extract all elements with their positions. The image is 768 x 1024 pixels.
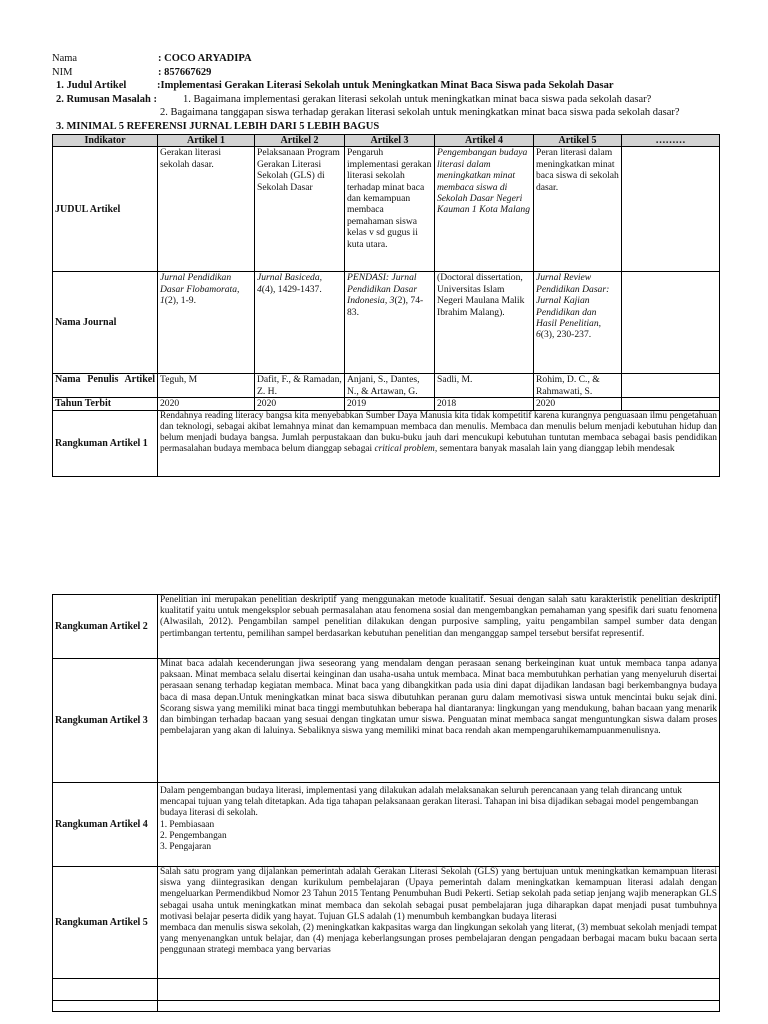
table-row-tahun: [53, 398, 720, 410]
nama-value: : COCO ARYADIPA: [158, 53, 252, 64]
table-header-row: [53, 135, 720, 147]
table-row-empty-2: [53, 1001, 720, 1012]
tahun-artikel-1: 2020: [158, 398, 255, 410]
tahun-artikel-5: 2020: [534, 398, 622, 410]
table-row-rangkuman-4: [53, 783, 720, 867]
table-row-rangkuman-1: [53, 410, 720, 476]
nama-label: Nama: [52, 53, 78, 64]
penulis-artikel-2: Dafit, F., & Ramadan, Z. H.: [255, 374, 345, 398]
journal-empty: [622, 272, 720, 374]
rumusan-masalah-1: 1. Bagaimana implementasi gerakan literasi sekolah untuk meningkatkan minat baca siswa pada sekolah dasar?: [183, 94, 652, 105]
rangkuman-artikel-2: Penelitian ini merupakan penelitian deskriptif yang menggunakan metode kualitatif. Sesuai dengan salah satu karakteristik penelitian deskriptif kualitatif yaitu untuk mengeksplor sebuah permasalahan atau fenomena sosial dan mengembangkan pemahaman yang spesifik dari suatu fenomena (Alwasilah, 2012). Pengambilan sampel penelitian dilakukan dengan purposive sampling, yaitu pengambilan sampel sumber data dengan pertimbangan tertentu, pemilihan sampel berdasarkan kebutuhan penelitian dan menganggap sampel tersebut bersifat representif.: [158, 595, 720, 659]
table-row-journal: [53, 272, 720, 374]
rangkuman-4-item-1: 1. Pembiasaan: [160, 819, 215, 830]
tahun-artikel-4: 2018: [435, 398, 534, 410]
header-artikel-2: Artikel 2: [255, 135, 345, 147]
judul-artikel-4: Pengembangan budaya literasi dalam meningkatkan minat membaca siswa di Sekolah Dasar Negeri Kauman 1 Kota Malang: [435, 147, 534, 272]
row-label-rangkuman-3: Rangkuman Artikel 3: [53, 659, 158, 783]
rangkuman-4-item-3: 3. Pengajaran: [160, 842, 212, 853]
journal-artikel-5: Jurnal Review Pendidikan Dasar: Jurnal Kajian Pendidikan dan Hasil Penelitian, 6(3), 230-237.: [534, 272, 622, 374]
judul-artikel-label: 1. Judul Artikel: [56, 80, 127, 91]
judul-artikel-2: Pelaksanaan Program Gerakan Literasi Sekolah (GLS) di Sekolah Dasar: [255, 147, 345, 272]
penulis-artikel-4: Sadli, M.: [435, 374, 534, 398]
row-label-tahun: Tahun Terbit: [53, 398, 158, 410]
row-label-journal: Nama Journal: [53, 272, 158, 374]
rangkuman-artikel-4: [158, 783, 720, 867]
header-artikel-4: Artikel 4: [435, 135, 534, 147]
judul-empty: [622, 147, 720, 272]
header-indikator: Indikator: [53, 135, 158, 147]
rangkuman-5-part-2: membaca dan menulis siswa sekolah, (2) meningkatkan kakpasitas warga dan lingkungan sekolah yang literat, (3) membuat sekolah menjadi tempat yang menyenangkan untuk belajar, dan (4) menjaga keberlangsungan proses pembelajaran dengan pengadaan berbagai macam buku bacaan serta penggunaan strategi membaca yang bervarias: [160, 923, 717, 956]
judul-artikel-3: Pengaruh implementasi gerakan literasi sekolah terhadap minat baca dan kemampuan membaca pemahaman siswa kelas v sd gugus ii kuta utara.: [345, 147, 435, 272]
tahun-empty: [622, 398, 720, 410]
row-label-rangkuman-2: Rangkuman Artikel 2: [53, 595, 158, 659]
judul-artikel-1: Gerakan literasi sekolah dasar.: [158, 147, 255, 272]
rangkuman-4-item-2: 2. Pengembangan: [160, 830, 227, 841]
judul-artikel-value: :Implementasi Gerakan Literasi Sekolah untuk Meningkatkan Minat Baca Siswa pada Sekolah Dasar: [157, 80, 614, 91]
judul-artikel-5: Peran literasi dalam meningkatkan minat baca siswa di sekolah dasar.: [534, 147, 622, 272]
rangkuman-artikel-1: Rendahnya reading literacy bangsa kita menyebabkan Sumber Daya Manusia kita tidak kompetitif karena kurangnya penguasaan ilmu pengetahuan dan teknologi, sebagai akibat lemahnya minat dan kemampuan membaca dan menulis. Membaca dan menulis belum menjadi kebutuhan hidup dan belum menjadi budaya bangsa. Jumlah perpustakaan dan buku-buku jauh dari mencukupi kebutuhan tuntutan membaca sebagai basis pendidikan permasalahan budaya membaca belum dianggap sebagai critical problem, sementara banyak masalah lain yang dianggap lebih mendesak: [158, 410, 720, 476]
rangkuman-4-paragraph: Dalam pengembangan budaya literasi, implementasi yang dilakukan adalah melaksanakan seluruh perencanaan yang telah dirancang untuk mencapai tujuan yang telah ditetapkan. Ada tiga tahapan pelaksanaan gerakan literasi. Tahapan ini bisa dijadikan sebagai model pengembangan budaya literasi di sekolah.: [160, 786, 699, 819]
penulis-artikel-5: Rohim, D. C., & Rahmawati, S.: [534, 374, 622, 398]
table-row-rangkuman-5: [53, 867, 720, 979]
journal-artikel-1: Jurnal Pendidikan Dasar Flobamorata, 1(2), 1-9.: [158, 272, 255, 374]
rangkuman-artikel-3: Minat baca adalah kecenderungan jiwa seseorang yang mendalam dengan perasaan senang berkeinginan kuat untuk membaca tanpa adanya paksaan. Minat membaca selalu disertai keinginan dan usaha-usaha untuk membaca. Minat baca membutuhkan perhatian yang menyeluruh disertai perasaan senang terhadap kegiatan membaca. Minat baca yang dibangkitkan pada usia dini dapat dijadikan landasan bagi berkembangnya budaya baca di masa depan.Untuk meningkatkan minat baca siswa dibutuhkan peranan guru dalam memotivasi siswa untuk mencintai buku sejak dini. Scorang siswa yang memiliki minat baca tinggi membutuhkan beberapa hal diantaranya: lingkungan yang mendukung, bahan bacaan yang menarik dan bimbingan terhadap bacaan yang sesuai dengan tingkatan umur siswa. Penguatan minat membaca sangat menguntungkan siswa dalam proses pembelajaran yang akan di laluinya. Sebaliknya siswa yang memiliki minat baca rendah akan mempengaruhikemampuanmenulisnya.: [158, 659, 720, 783]
empty-label-cell-2: [53, 1001, 158, 1012]
row-label-rangkuman-4: Rangkuman Artikel 4: [53, 783, 158, 867]
section-3-title: 3. MINIMAL 5 REFERENSI JURNAL LEBIH DARI 5 LEBIH BAGUS: [56, 121, 380, 132]
penulis-artikel-1: Teguh, M: [158, 374, 255, 398]
rumusan-masalah-2: 2. Bagaimana tanggapan siswa terhadap gerakan literasi sekolah untuk meningkatkan minat baca siswa pada sekolah dasar?: [160, 107, 680, 118]
table-row-empty-1: [53, 979, 720, 1001]
rangkuman-artikel-5: [158, 867, 720, 979]
tahun-artikel-3: 2019: [345, 398, 435, 410]
reference-table: [52, 134, 720, 477]
row-label-rangkuman-1: Rangkuman Artikel 1: [53, 410, 158, 476]
empty-content-cell-2: [158, 1001, 720, 1012]
journal-artikel-2: Jurnal Basiceda, 4(4), 1429-1437.: [255, 272, 345, 374]
table-row-judul: [53, 147, 720, 272]
nim-value: : 857667629: [158, 67, 212, 78]
tahun-artikel-2: 2020: [255, 398, 345, 410]
penulis-artikel-3: Anjani, S., Dantes, N., & Artawan, G.: [345, 374, 435, 398]
header-artikel-1: Artikel 1: [158, 135, 255, 147]
header-artikel-3: Artikel 3: [345, 135, 435, 147]
journal-artikel-4: (Doctoral dissertation, Universitas Islam Negeri Maulana Malik Ibrahim Malang).: [435, 272, 534, 374]
row-label-rangkuman-5: Rangkuman Artikel 5: [53, 867, 158, 979]
rumusan-masalah-label: 2. Rumusan Masalah :: [56, 94, 157, 105]
table-row-rangkuman-2: [53, 595, 720, 659]
rangkuman-5-part-1: Salah satu program yang dijalankan pemerintah adalah Gerakan Literasi Sekolah (GLS) yang bertujuan untuk meningkatkan kemampuan literasi siswa yang diintegrasikan dengan kurikulum pembelajaran (Upaya pemerintah dalam meningkatkan kemampuan literasi adalah dengan mengeluarkan Permendikbud Nomor 23 Tahun 2015 Tentang Penumbuhan Budi Pekerti. Setiap sekolah pada setiap jenjang wajib menerapkan GLS sebagai usaha untuk meningkatkan minat membaca dan sekolah sebagai pusat pembelajaran juga diharapkan dapat menjadi pusat tumbuhnya motivasi belajar peserta didik yang hayat. Tujuan GLS adalah (1) menumbuh kembangkan budaya literasi: [160, 867, 717, 922]
journal-artikel-3: PENDASI: Jurnal Pendidikan Dasar Indonesia, 3(2), 74-83.: [345, 272, 435, 374]
nim-label: NIM: [52, 67, 73, 78]
penulis-empty: [622, 374, 720, 398]
table-row-penulis: [53, 374, 720, 398]
empty-content-cell-1: [158, 979, 720, 1001]
row-label-penulis: Nama Penulis Artikel: [53, 374, 158, 398]
table-row-rangkuman-3: [53, 659, 720, 783]
summary-table: [52, 594, 720, 1012]
row-label-judul: JUDUL Artikel: [53, 147, 158, 272]
header-more: ………: [622, 135, 720, 147]
header-artikel-5: Artikel 5: [534, 135, 622, 147]
empty-label-cell-1: [53, 979, 158, 1001]
